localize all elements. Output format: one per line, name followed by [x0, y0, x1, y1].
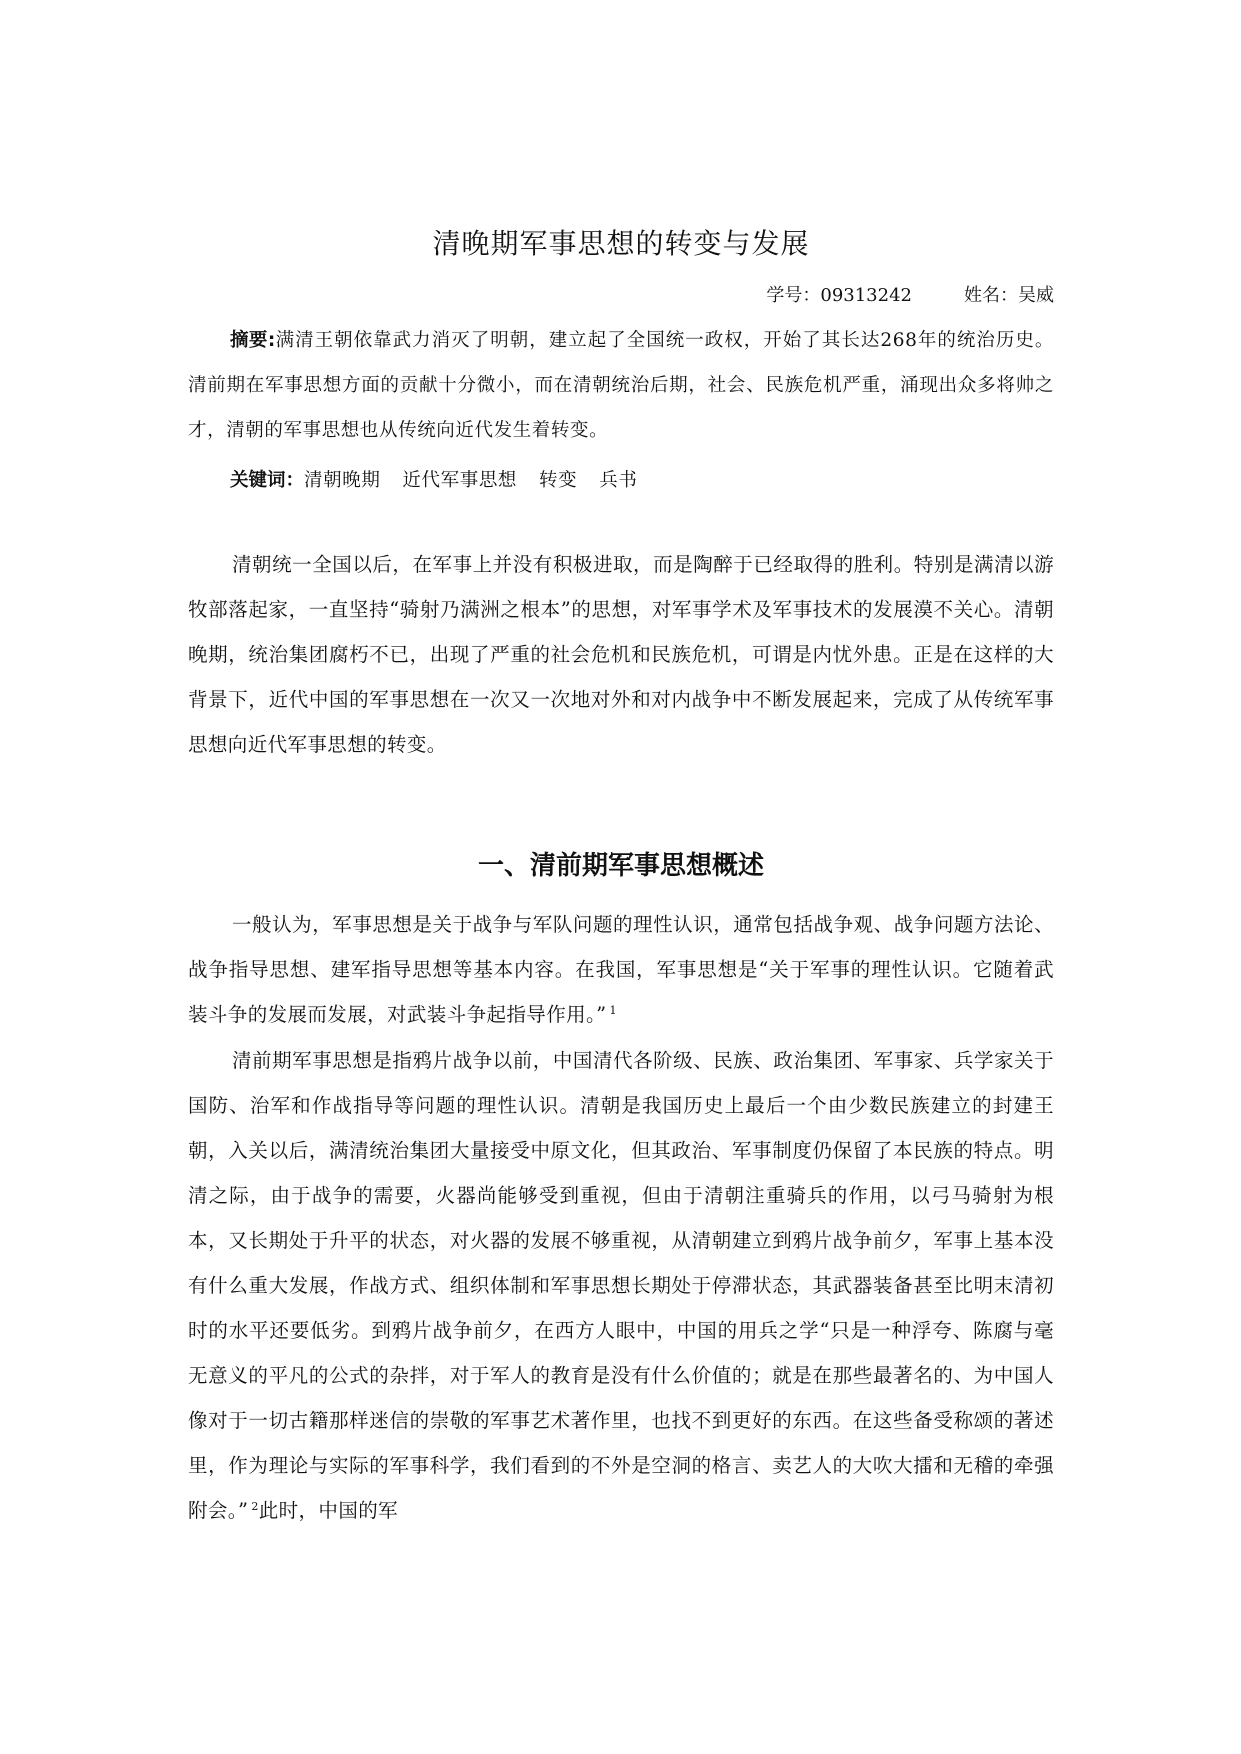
intro-paragraph: 清朝统一全国以后，在军事上并没有积极进取，而是陶醉于已经取得的胜利。特别是满清以游牧部落起家，一直坚持“骑射乃满洲之根本”的思想，对军事学术及军事技术的发展漠不关心。清朝晚期，统治集团腐朽不已，出现了严重的社会危机和民族危机，可谓是内忧外患。正是在这样的大背景下，近代中国的军事思想在一次又一次地对外和对内战争中不断发展起来，完成了从传统军事思想向近代军事思想的转变。 — [188, 553, 1054, 756]
body-paragraph — [188, 1038, 1054, 1533]
keyword-item: 清朝晚期 — [304, 470, 381, 491]
keyword-item: 兵书 — [599, 470, 638, 491]
abstract — [188, 318, 1054, 453]
paragraph-text: 一般认为，军事思想是关于战争与军队问题的理性认识，通常包括战争观、战争问题方法论、战争指导思想、建军指导思想等基本内容。在我国，军事思想是“关于军事的理性认识。它随着武装斗争的发展而发展，对武装斗争起指导作用。” — [188, 913, 1054, 1026]
paragraph-text: 此时，中国的军 — [258, 1499, 399, 1522]
keywords-label: 关键词： — [230, 470, 305, 491]
document-title: 清晚期军事思想的转变与发展 — [432, 227, 810, 260]
footnote-marker[interactable]: 1 — [609, 1003, 617, 1017]
student-id-label: 学号： — [766, 285, 821, 306]
keyword-item: 转变 — [539, 470, 578, 491]
body-paragraph — [188, 902, 1054, 1037]
abstract-text: 满清王朝依靠武力消灭了明朝，建立起了全国统一政权，开始了其长达268年的统治历史。清前期在军事思想方面的贡献十分微小，而在清朝统治后期，社会、民族危机严重，涌现出众多将帅之才，清朝的军事思想也从传统向近代发生着转变。 — [188, 330, 1054, 441]
author-name: 吴威 — [1018, 285, 1054, 306]
footnote-marker[interactable]: 2 — [251, 1499, 259, 1513]
keyword-item: 近代军事思想 — [402, 470, 518, 491]
keywords — [230, 462, 659, 500]
author-info — [766, 282, 1054, 310]
name-label: 姓名： — [964, 285, 1018, 306]
paragraph-text: 清前期军事思想是指鸦片战争以前，中国清代各阶级、民族、政治集团、军事家、兵学家关于国防、治军和作战指导等问题的理性认识。清朝是我国历史上最后一个由少数民族建立的封建王朝，入关以后，满清统治集团大量接受中原文化，但其政治、军事制度仍保留了本民族的特点。明清之际，由于战争的需要，火器尚能够受到重视，但由于清朝注重骑兵的作用，以弓马骑射为根本，又长期处于升平的状态，对火器的发展不够重视，从清朝建立到鸦片战争前夕，军事上基本没有什么重大发展，作战方式、组织体制和军事思想长期处于停滞状态，其武器装备甚至比明末清初时的水平还要低劣。到鸦片战争前夕，在西方人眼中，中国的用兵之学“只是一种浮夸、陈腐与毫无意义的平凡的公式的杂拌，对于军人的教育是没有什么价值的；就是在那些最著名的、为中国人像对于一切古籍那样迷信的崇敬的军事艺术著作里，也找不到更好的东西。在这些备受称颂的著述里，作为理论与实际的军事科学，我们看到的不外是空洞的格言、卖艺人的大吹大擂和无稽的牵强附会。” — [188, 1049, 1054, 1522]
document-page — [188, 0, 1054, 1754]
section-heading: 一、清前期军事思想概述 — [477, 851, 764, 881]
student-id: 09313242 — [820, 285, 912, 306]
abstract-label: 摘要: — [230, 330, 276, 351]
